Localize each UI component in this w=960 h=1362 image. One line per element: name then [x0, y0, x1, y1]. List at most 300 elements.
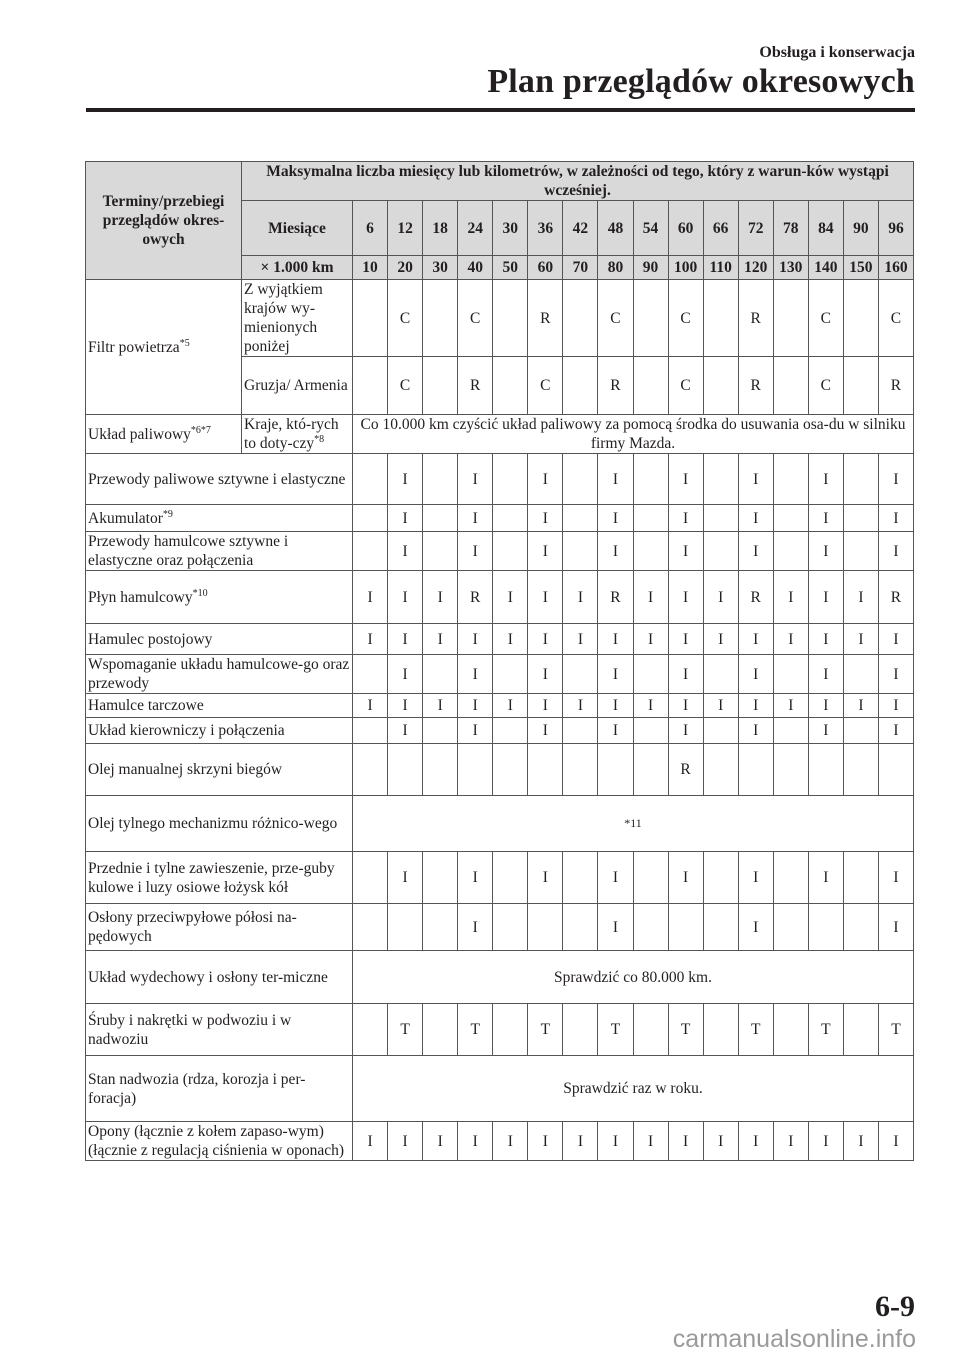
item-label: [86, 532, 353, 571]
table-cell: [598, 280, 633, 357]
cell-text: I: [367, 697, 373, 714]
table-cell: [878, 744, 913, 796]
item-label: [86, 852, 353, 904]
cell-text: Śruby i nakrętki w podwoziu i w nadwoziu: [88, 1011, 292, 1048]
cell-text: T: [470, 1021, 480, 1038]
cell-text: I: [507, 630, 513, 648]
table-cell: [388, 852, 423, 904]
cell-text: I: [437, 1132, 443, 1150]
item-label: [86, 796, 353, 852]
table-cell: [458, 280, 493, 357]
table-cell: [423, 718, 458, 744]
cell-text: I: [472, 470, 478, 488]
cell-text: T: [400, 1021, 410, 1038]
cell-text: I: [647, 697, 654, 714]
table-cell: [773, 852, 808, 904]
cell-text: Filtr powietrza: [88, 338, 180, 356]
cell-text: I: [823, 722, 829, 739]
table-cell: [633, 280, 668, 357]
cell-text: 40: [467, 259, 483, 276]
item-label: [86, 951, 353, 1004]
table-cell: [773, 1004, 808, 1056]
cell-text: I: [683, 1132, 689, 1150]
table-cell: [843, 694, 878, 718]
cell-text: *11: [624, 816, 642, 830]
cell-text: I: [507, 588, 513, 606]
cell-text: I: [753, 869, 759, 886]
cell-text: I: [753, 697, 759, 714]
table-cell: [773, 505, 808, 532]
cell-text: 50: [502, 259, 519, 276]
table-cell: [458, 852, 493, 904]
table-cell: [563, 505, 598, 532]
table-cell: [668, 1004, 703, 1056]
cell-text: Przewody paliwowe sztywne i elastyczne: [88, 470, 346, 488]
km-header: [353, 256, 388, 280]
span-note: [353, 415, 914, 454]
cell-text: Miesiące: [268, 219, 326, 237]
table-cell: [738, 624, 773, 655]
table-cell: [703, 744, 738, 796]
cell-text: 12: [397, 219, 413, 237]
table-cell: [808, 505, 843, 532]
cell-text: I: [472, 1132, 478, 1150]
table-cell: [738, 904, 773, 951]
table-cell: [808, 744, 843, 796]
table-cell: [633, 1122, 668, 1161]
table-cell: [633, 624, 668, 655]
variant-label: [242, 357, 353, 415]
table-cell: [598, 505, 633, 532]
table-cell: [843, 532, 878, 571]
cell-text: I: [472, 509, 478, 527]
maintenance-schedule-table: [85, 161, 914, 1161]
table-cell: [493, 1004, 528, 1056]
cell-text: 20: [397, 259, 413, 276]
table-cell: [528, 571, 563, 624]
cell-text: Sprawdzić raz w roku.: [563, 1080, 703, 1097]
table-cell: [808, 1004, 843, 1056]
table-cell: [528, 280, 563, 357]
table-cell: [878, 655, 913, 694]
table-cell: [563, 357, 598, 415]
cell-text: 6: [366, 219, 374, 237]
table-cell: [458, 532, 493, 571]
cell-text: T: [610, 1021, 621, 1038]
table-cell: [773, 624, 808, 655]
cell-text: Akumulator: [88, 509, 163, 527]
table-cell: [878, 571, 913, 624]
item-label: [86, 718, 353, 744]
cell-text: I: [823, 509, 829, 527]
table-row: [86, 532, 914, 571]
table-cell: [563, 280, 598, 357]
cell-text: C: [610, 309, 621, 327]
table-cell: [458, 1122, 493, 1161]
cell-text: I: [612, 509, 619, 527]
cell-text: Hamulec postojowy: [88, 630, 213, 648]
cell-text: I: [718, 1132, 724, 1150]
cell-text: Stan nadwozia (rdza, korozja i per-foracja): [88, 1070, 306, 1107]
cell-text: I: [858, 630, 864, 648]
cell-text: I: [893, 722, 899, 739]
table-cell: [423, 852, 458, 904]
cell-text: Przewody hamulcowe sztywne i elastyczne oraz połączenia: [88, 533, 289, 569]
item-label: [86, 1122, 353, 1161]
table-cell: [563, 655, 598, 694]
table-cell: [563, 532, 598, 571]
cell-text: I: [893, 630, 899, 648]
cell-text: I: [472, 630, 478, 648]
item-label: [86, 655, 353, 694]
cell-text: I: [683, 722, 689, 739]
table-cell: [528, 454, 563, 505]
table-cell: [528, 904, 563, 951]
item-label: [86, 694, 353, 718]
table-cell: [633, 1004, 668, 1056]
cell-text: R: [470, 377, 481, 394]
cell-text: I: [402, 630, 408, 648]
table-cell: [633, 571, 668, 624]
table-cell: [738, 1004, 773, 1056]
cell-text: I: [753, 722, 759, 739]
table-cell: [598, 744, 633, 796]
month-header: [633, 201, 668, 256]
table-cell: [843, 357, 878, 415]
span-note: [353, 796, 914, 852]
span-note: [353, 1056, 914, 1122]
cell-text: Maksymalna liczba miesięcy lub kilometrów, w zależności od tego, który z warun-ków wystąpi wcześniej.: [266, 163, 889, 199]
table-cell: [738, 744, 773, 796]
cell-text: T: [891, 1021, 901, 1038]
table-cell: [668, 357, 703, 415]
table-cell: [598, 1004, 633, 1056]
table-cell: [353, 571, 388, 624]
cell-text: I: [437, 630, 443, 648]
table-row: [86, 655, 914, 694]
cell-text: Przednie i tylne zawieszenie, prze-guby kulowe i luzy osiowe łożysk kół: [88, 859, 335, 896]
table-cell: [598, 718, 633, 744]
cell-text: Układ kierowniczy i połączenia: [88, 722, 285, 739]
table-cell: [668, 454, 703, 505]
cell-text: Płyn hamulcowy: [88, 588, 193, 606]
cell-text: I: [577, 588, 583, 606]
table-cell: [423, 655, 458, 694]
km-header: [598, 256, 633, 280]
table-cell: [423, 357, 458, 415]
table-row: [86, 624, 914, 655]
table-cell: [843, 655, 878, 694]
table-cell: [458, 624, 493, 655]
cell-text: I: [367, 630, 373, 648]
cell-text: 160: [884, 259, 908, 276]
table-cell: [458, 718, 493, 744]
table-cell: [703, 532, 738, 571]
table-cell: [668, 280, 703, 357]
table-cell: [738, 655, 773, 694]
table-cell: [458, 505, 493, 532]
km-header: [633, 256, 668, 280]
cell-text: I: [542, 509, 548, 527]
table-cell: [843, 1122, 878, 1161]
cell-text: I: [577, 630, 583, 648]
table-cell: [703, 454, 738, 505]
cell-text: R: [680, 761, 691, 778]
table-cell: [388, 1122, 423, 1161]
table-cell: [388, 280, 423, 357]
cell-text: 30: [502, 219, 519, 237]
cell-text: I: [402, 697, 408, 714]
table-cell: [493, 280, 528, 357]
table-cell: [773, 744, 808, 796]
km-header: [388, 256, 423, 280]
cell-text: I: [437, 697, 443, 714]
cell-text: C: [820, 377, 832, 394]
table-cell: [773, 904, 808, 951]
table-cell: [388, 718, 423, 744]
cell-text: I: [718, 588, 724, 606]
table-cell: [843, 744, 878, 796]
table-cell: [528, 624, 563, 655]
table-row: [86, 162, 914, 201]
cell-text: R: [610, 377, 621, 394]
cell-text: I: [753, 542, 759, 560]
cell-text: I: [402, 470, 408, 488]
table-cell: [843, 1004, 878, 1056]
table-cell: [878, 1122, 913, 1161]
cell-text: Hamulce tarczowe: [88, 697, 204, 714]
table-cell: [423, 904, 458, 951]
cell-text: I: [402, 665, 408, 683]
item-label: [86, 1056, 353, 1122]
cell-text: R: [890, 588, 902, 606]
table-cell: [353, 280, 388, 357]
table-cell: [668, 505, 703, 532]
table-cell: [738, 852, 773, 904]
table-cell: [493, 357, 528, 415]
table-cell: [493, 718, 528, 744]
cell-text: 130: [779, 259, 803, 276]
table-cell: [633, 718, 668, 744]
km-header: [458, 256, 493, 280]
table-cell: [598, 624, 633, 655]
cell-text: I: [858, 697, 864, 714]
page-title: Plan przeglądów okresowych: [487, 63, 915, 100]
cell-text: 30: [432, 259, 448, 276]
table-cell: [563, 454, 598, 505]
cell-text: C: [540, 377, 551, 394]
cell-text: I: [577, 1132, 583, 1150]
table-cell: [808, 904, 843, 951]
cell-text: C: [680, 309, 691, 327]
table-cell: [353, 532, 388, 571]
table-cell: [738, 718, 773, 744]
table-cell: [633, 744, 668, 796]
table-row: [86, 454, 914, 505]
cell-text: Układ wydechowy i osłony ter-miczne: [88, 968, 328, 986]
km-header: [563, 256, 598, 280]
month-header: [808, 201, 843, 256]
table-cell: [388, 454, 423, 505]
table-cell: [878, 624, 913, 655]
cell-text: I: [612, 697, 619, 714]
table-cell: [843, 505, 878, 532]
table-cell: [563, 852, 598, 904]
cell-text: T: [540, 1021, 551, 1038]
table-cell: [633, 505, 668, 532]
cell-text: I: [753, 1132, 759, 1150]
cell-text: I: [788, 630, 794, 648]
table-cell: [493, 904, 528, 951]
table-cell: [423, 571, 458, 624]
table-cell: [703, 655, 738, 694]
cell-text: 48: [607, 219, 624, 237]
cell-text: Osłony przeciwpyłowe półosi na-pędowych: [88, 909, 297, 945]
table-cell: [388, 571, 423, 624]
month-header: [493, 201, 528, 256]
table-cell: [598, 904, 633, 951]
table-row: [86, 744, 914, 796]
cell-text: 60: [537, 259, 554, 276]
table-cell: [458, 454, 493, 505]
section-heading: Obsługa i konserwacja: [759, 44, 915, 61]
item-label: [86, 571, 353, 624]
cell-text: C: [680, 377, 691, 394]
table-cell: [493, 744, 528, 796]
cell-text: I: [753, 470, 759, 488]
item-label: [86, 624, 353, 655]
table-cell: [773, 280, 808, 357]
table-cell: [703, 571, 738, 624]
cell-text: I: [683, 470, 689, 488]
cell-text: I: [542, 722, 548, 739]
table-cell: [598, 357, 633, 415]
table-cell: [353, 655, 388, 694]
cell-text: I: [718, 630, 724, 648]
cell-text: I: [893, 918, 899, 936]
table-cell: [388, 904, 423, 951]
cell-text: 60: [677, 219, 694, 237]
table-cell: [808, 718, 843, 744]
table-cell: [458, 1004, 493, 1056]
cell-text: I: [542, 630, 548, 648]
table-cell: [738, 505, 773, 532]
table-cell: [563, 571, 598, 624]
table-cell: [388, 624, 423, 655]
table-cell: [843, 852, 878, 904]
cell-text: 70: [572, 259, 589, 276]
table-cell: [808, 280, 843, 357]
corner-header: [86, 162, 242, 280]
table-cell: [563, 624, 598, 655]
cell-text: 36: [537, 219, 554, 237]
table-cell: [563, 744, 598, 796]
table-cell: [388, 505, 423, 532]
table-cell: [353, 357, 388, 415]
cell-text: I: [367, 588, 373, 606]
months-label: [242, 201, 353, 256]
cell-text: I: [507, 1132, 513, 1150]
cell-text: R: [890, 377, 902, 394]
table-cell: [738, 694, 773, 718]
cell-text: I: [472, 665, 478, 683]
cell-text: I: [612, 630, 619, 648]
table-cell: [668, 744, 703, 796]
month-header: [388, 201, 423, 256]
cell-text: I: [542, 665, 548, 683]
month-header: [528, 201, 563, 256]
footnote-ref: *10: [192, 587, 208, 599]
table-cell: [598, 454, 633, 505]
cell-text: 18: [432, 219, 448, 237]
table-cell: [773, 454, 808, 505]
table-cell: [843, 280, 878, 357]
cell-text: T: [750, 1021, 761, 1038]
table-cell: [773, 718, 808, 744]
table-cell: [808, 694, 843, 718]
km-header: [668, 256, 703, 280]
cell-text: I: [858, 1132, 864, 1150]
table-cell: [843, 718, 878, 744]
table-cell: [703, 1122, 738, 1161]
cell-text: I: [612, 722, 619, 739]
table-cell: [528, 655, 563, 694]
cell-text: I: [612, 918, 619, 936]
cell-text: I: [683, 542, 689, 560]
cell-text: I: [893, 1132, 899, 1150]
cell-text: I: [612, 470, 619, 488]
cell-text: I: [402, 869, 408, 886]
table-cell: [703, 624, 738, 655]
cell-text: I: [788, 588, 794, 606]
table-cell: [878, 357, 913, 415]
month-header: [423, 201, 458, 256]
table-cell: [423, 454, 458, 505]
cell-text: R: [610, 588, 621, 606]
table-cell: [598, 571, 633, 624]
cell-text: Z wyjątkiem krajów wy-mienionych poniżej: [244, 281, 323, 355]
table-cell: [633, 694, 668, 718]
table-cell: [388, 655, 423, 694]
cell-text: C: [399, 309, 411, 327]
cell-text: I: [437, 588, 443, 606]
month-header: [598, 201, 633, 256]
table-cell: [423, 1004, 458, 1056]
cell-text: R: [750, 377, 761, 394]
km-header: [843, 256, 878, 280]
table-cell: [388, 1004, 423, 1056]
table-cell: [878, 505, 913, 532]
table-cell: [563, 718, 598, 744]
cell-text: I: [472, 869, 478, 886]
month-header: [738, 201, 773, 256]
cell-text: I: [893, 869, 899, 886]
header-rule: [86, 108, 915, 112]
table-cell: [773, 1122, 808, 1161]
table-cell: [738, 1122, 773, 1161]
footnote-ref: *9: [162, 508, 173, 520]
table-cell: [563, 1122, 598, 1161]
km-header: [528, 256, 563, 280]
cell-text: Terminy/przebiegi przeglądów okres-owych: [102, 193, 225, 248]
table-cell: [528, 744, 563, 796]
cell-text: I: [788, 1132, 794, 1150]
table-cell: [353, 1004, 388, 1056]
table-cell: [353, 718, 388, 744]
table-cell: [458, 655, 493, 694]
month-header: [843, 201, 878, 256]
table-row: [86, 1004, 914, 1056]
